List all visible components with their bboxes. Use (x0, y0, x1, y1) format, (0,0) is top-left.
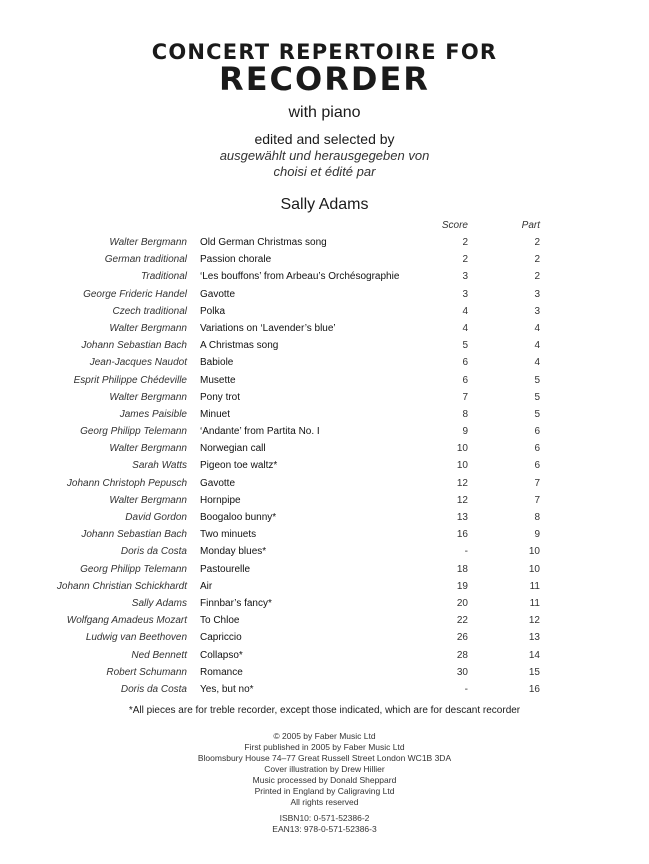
copyright-line: Cover illustration by Drew Hillier (264, 764, 385, 774)
score-page: 19 (456, 580, 468, 592)
score-page: 16 (456, 529, 468, 541)
score-page: 4 (462, 305, 468, 317)
contents-row (0, 561, 649, 578)
score-page: 22 (456, 615, 468, 627)
piece-title: ‘Les bouffons’ from Arbeau’s Orchésographie (200, 271, 400, 283)
composer-name: James Paisible (119, 408, 187, 420)
editor-name: Sally Adams (280, 196, 369, 213)
part-page: 11 (529, 597, 540, 609)
part-page: 7 (534, 477, 540, 489)
piece-title: Finnbar’s fancy* (200, 597, 272, 609)
copyright-line: All rights reserved (290, 797, 359, 807)
piece-title: Air (200, 580, 213, 592)
contents-row (0, 303, 649, 320)
score-page: 4 (462, 322, 468, 334)
score-page: 6 (462, 357, 468, 369)
series-title: CONCERT REPERTOIRE FOR (151, 40, 498, 64)
contents-row (0, 286, 649, 303)
score-page: 30 (456, 666, 468, 678)
part-page: 6 (534, 426, 540, 438)
composer-name: Walter Bergmann (109, 237, 187, 248)
composer-name: Ludwig van Beethoven (85, 632, 187, 644)
contents-row (0, 595, 649, 612)
composer-name: Wolfgang Amadeus Mozart (66, 615, 187, 627)
part-page: 4 (534, 322, 540, 334)
contents-list (0, 234, 649, 698)
contents-row (0, 629, 649, 646)
composer-name: Johann Sebastian Bach (81, 340, 187, 352)
score-page: 10 (456, 443, 468, 455)
contents-row (0, 578, 649, 595)
composer-name: Traditional (141, 271, 187, 283)
composer-name: Doris da Costa (120, 546, 187, 558)
piece-title: Musette (200, 374, 236, 386)
score-page: - (464, 683, 468, 695)
column-header-part: Part (521, 220, 540, 231)
part-page: 5 (534, 374, 540, 386)
score-page: 26 (456, 632, 468, 644)
composer-name: Walter Bergmann (109, 494, 187, 506)
contents-row (0, 647, 649, 664)
piece-title: Minuet (200, 408, 231, 420)
copyright-line: Music processed by Donald Sheppard (252, 775, 397, 785)
piece-title: A Christmas song (200, 340, 279, 352)
piece-title: To Chloe (200, 615, 240, 627)
score-page: 10 (456, 460, 468, 472)
score-page: 6 (462, 374, 468, 386)
composer-name: Johann Christoph Pepusch (66, 477, 187, 489)
score-page: 13 (456, 512, 468, 523)
edited-by-english: edited and selected by (254, 131, 395, 147)
score-page: 28 (456, 649, 468, 661)
contents-row (0, 526, 649, 543)
contents-row (0, 251, 649, 268)
piece-title: Pastourelle (200, 563, 251, 575)
piece-title: Yes, but no* (200, 683, 254, 695)
score-page: 18 (456, 563, 468, 575)
part-page: 4 (534, 340, 540, 352)
part-page: 5 (534, 408, 540, 420)
score-page: 2 (462, 254, 468, 266)
piece-title: Pony trot (200, 391, 241, 403)
composer-name: Walter Bergmann (109, 443, 187, 455)
main-title: RECORDER (219, 60, 430, 98)
contents-row (0, 234, 649, 251)
piece-title: Collapso* (200, 649, 243, 661)
contents-row (0, 440, 649, 457)
part-page: 14 (528, 649, 540, 661)
part-page: 7 (534, 494, 540, 506)
contents-row (0, 457, 649, 474)
score-page: 20 (456, 597, 468, 609)
piece-title: Passion chorale (200, 254, 272, 266)
piece-title: Two minuets (200, 529, 257, 541)
piece-title: Babiole (200, 357, 234, 369)
part-page: 15 (528, 666, 540, 678)
composer-name: David Gordon (125, 512, 187, 523)
score-page: 3 (462, 288, 468, 300)
composer-name: Sally Adams (131, 597, 187, 609)
footnote: *All pieces are for treble recorder, except those indicated, which are for descant recorder (128, 705, 521, 716)
composer-name: Czech traditional (112, 305, 187, 317)
composer-name: George Frideric Handel (83, 288, 187, 300)
piece-title: ‘Andante’ from Partita No. I (200, 426, 320, 438)
copyright-line: First published in 2005 by Faber Music Ltd (244, 742, 405, 752)
part-page: 6 (534, 460, 540, 472)
column-header-score: Score (441, 220, 468, 231)
piece-title: Variations on ‘Lavender’s blue’ (200, 322, 336, 334)
composer-name: Johann Christian Schickhardt (56, 580, 187, 592)
part-page: 6 (534, 443, 540, 455)
contents-row (0, 320, 649, 337)
piece-title: Polka (200, 305, 226, 317)
contents-row (0, 664, 649, 681)
composer-name: Walter Bergmann (109, 391, 187, 403)
part-page: 2 (534, 237, 540, 248)
part-page: 16 (528, 683, 540, 695)
contents-row (0, 612, 649, 629)
composer-name: Georg Philipp Telemann (80, 563, 187, 575)
contents-row (0, 492, 649, 509)
part-page: 11 (529, 580, 540, 592)
score-page: 12 (456, 477, 468, 489)
part-page: 13 (528, 632, 540, 644)
score-page: 8 (462, 408, 468, 420)
piece-title: Monday blues* (200, 546, 267, 558)
contents-row (0, 389, 649, 406)
contents-row (0, 406, 649, 423)
ean13: EAN13: 978-0-571-52386-3 (272, 824, 377, 834)
piece-title: Capriccio (200, 632, 242, 644)
contents-row (0, 475, 649, 492)
score-page: 5 (462, 340, 468, 352)
part-page: 2 (534, 271, 540, 283)
contents-row (0, 423, 649, 440)
isbn10: ISBN10: 0-571-52386-2 (279, 813, 370, 823)
part-page: 10 (528, 546, 540, 558)
composer-name: Ned Bennett (131, 649, 187, 661)
contents-row (0, 509, 649, 526)
part-page: 3 (534, 305, 540, 317)
copyright-line: Bloomsbury House 74–77 Great Russell Street London WC1B 3DA (197, 753, 452, 763)
copyright-line: Printed in England by Caligraving Ltd (254, 786, 395, 796)
part-page: 8 (534, 512, 540, 523)
composer-name: Jean-Jacques Naudot (89, 357, 187, 369)
composer-name: Walter Bergmann (109, 322, 187, 334)
contents-row (0, 372, 649, 389)
part-page: 9 (534, 529, 540, 541)
piece-title: Pigeon toe waltz* (200, 460, 278, 472)
piece-title: Hornpipe (200, 494, 241, 506)
piece-title: Boogaloo bunny* (200, 512, 277, 523)
score-page: 2 (462, 237, 468, 248)
score-page: 7 (462, 391, 468, 403)
part-page: 3 (534, 288, 540, 300)
piece-title: Old German Christmas song (200, 237, 327, 248)
part-page: 5 (534, 391, 540, 403)
part-page: 10 (528, 563, 540, 575)
composer-name: Sarah Watts (132, 460, 187, 472)
edited-by-french: choisi et édité par (273, 164, 376, 179)
score-page: 9 (462, 426, 468, 438)
composer-name: Robert Schumann (106, 666, 187, 678)
part-page: 4 (534, 357, 540, 369)
composer-name: German traditional (104, 254, 187, 266)
edited-by-german: ausgewählt und herausgegeben von (219, 148, 430, 163)
contents-row (0, 543, 649, 560)
piece-title: Norwegian call (200, 443, 266, 455)
composer-name: Esprit Philippe Chédeville (73, 374, 187, 386)
contents-row (0, 354, 649, 371)
piece-title: Gavotte (200, 477, 236, 489)
composer-name: Doris da Costa (120, 683, 187, 695)
composer-name: Georg Philipp Telemann (80, 426, 187, 438)
piece-title: Gavotte (200, 288, 236, 300)
contents-row (0, 681, 649, 698)
score-page: 12 (456, 494, 468, 506)
contents-row (0, 268, 649, 285)
part-page: 2 (534, 254, 540, 266)
copyright-line: © 2005 by Faber Music Ltd (273, 731, 376, 741)
contents-row (0, 337, 649, 354)
score-page: - (464, 546, 468, 558)
subtitle-with-piano: with piano (288, 104, 361, 121)
score-page: 3 (462, 271, 468, 283)
part-page: 12 (528, 615, 540, 627)
piece-title: Romance (200, 666, 243, 678)
composer-name: Johann Sebastian Bach (81, 529, 187, 541)
